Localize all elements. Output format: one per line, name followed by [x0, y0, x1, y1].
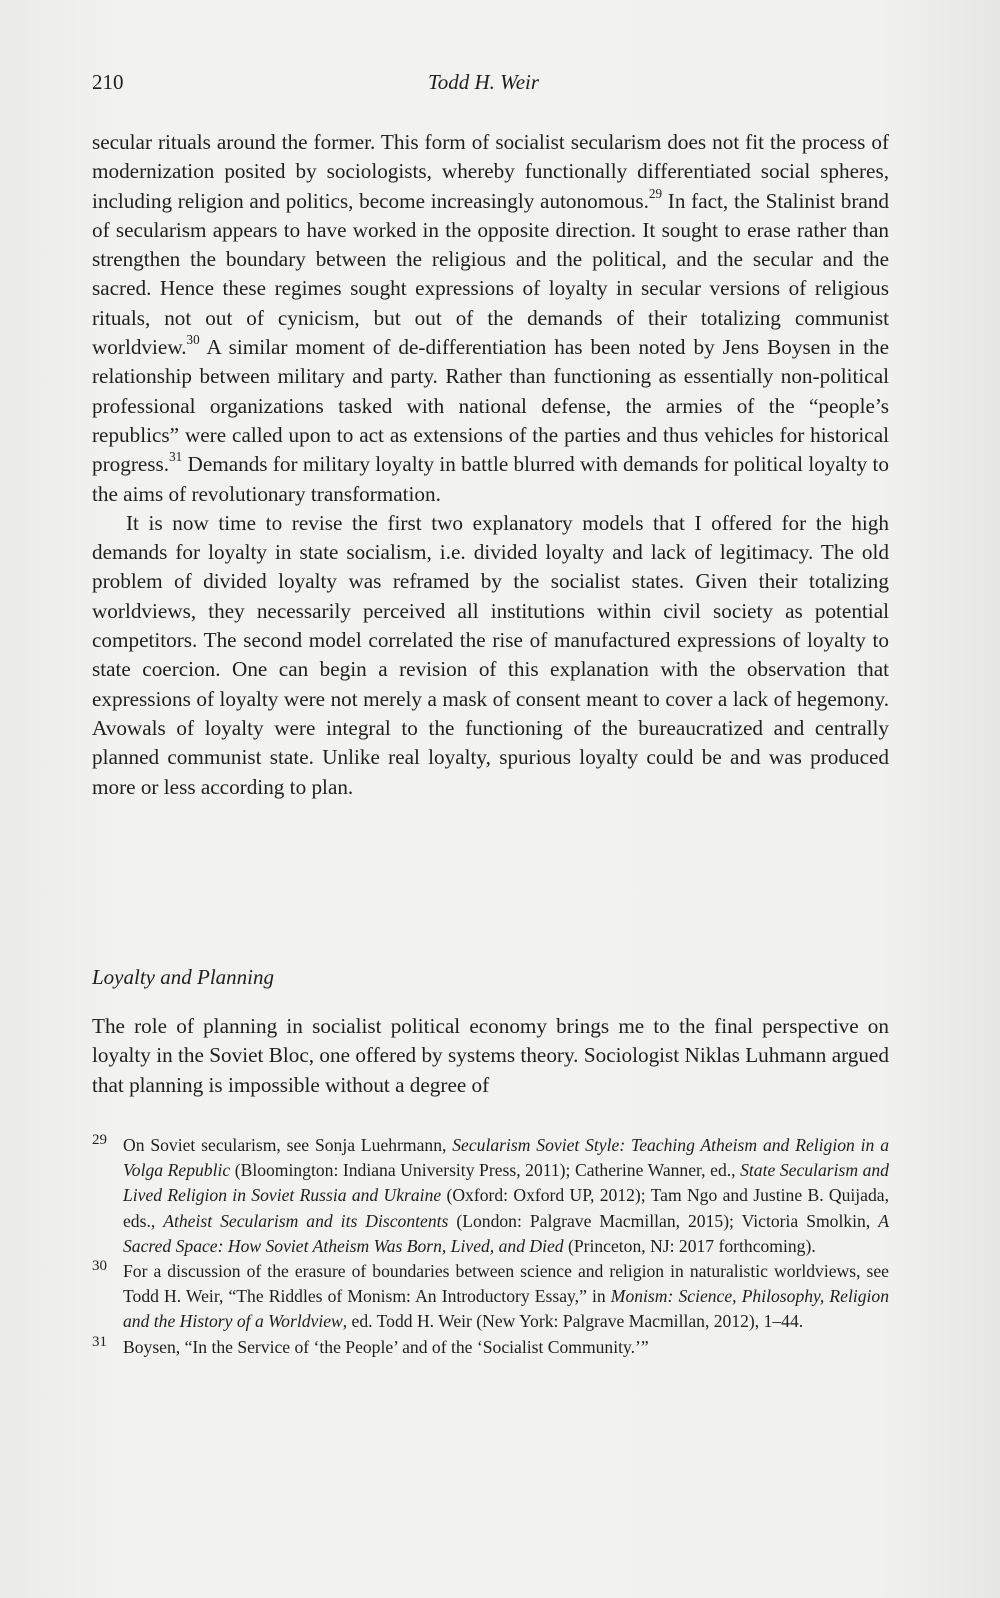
footnote-text: For a discussion of the erasure of boundaries between science and religion in naturalistic worldviews, see Todd H. Weir, “The Riddles of Monism: An Introductory Essay,” in Monism: Science, Philosophy, Religion and the History of a Worldview, ed. Todd H. Weir (New York: Palgrave Macmillan, 2012), 1–44. [123, 1261, 890, 1332]
running-head: Todd H. Weir [428, 70, 540, 94]
footnote-text: Boysen, “In the Service of ‘the People’ and of the ‘Socialist Community.’” [123, 1336, 649, 1357]
footnote [92, 1259, 889, 1335]
text-run: In fact, the Stalinist brand of secularism appears to have worked in the opposite direction. It sought to erase rather than strengthen the boundary between the religious and the political, and the secular and the sacred. Hence these regimes sought expressions of loyalty in secular versions of religious rituals, not out of cynicism, but out of the demands of their totalizing communist worldview. [92, 188, 889, 360]
page-number: 210 [92, 70, 124, 94]
paragraph: The role of planning in socialist political economy brings me to the final perspective on loyalty in the Soviet Bloc, one offered by systems theory. Sociologist Niklas Luhmann argued that planning is impossible without a degree of [92, 1014, 889, 1097]
footnotes [92, 1133, 889, 1360]
paragraph: It is now time to revise the first two explanatory models that I offered for the high demands for loyalty in state socialism, i.e. divided loyalty and lack of legitimacy. The old problem of divided loyalty was reframed by the socialist states. Given their totalizing worldviews, they necessarily perceived all institutions within civil society as potential competitors. The second model correlated the rise of manufactured expressions of loyalty to state coercion. One can begin a revision of this explanation with the observation that expressions of loyalty were not merely a mask of consent meant to cover a lack of hegemony. Avowals of loyalty were integral to the functioning of the bureaucratized and centrally planned communist state. Unlike real loyalty, spurious loyalty could be and was produced more or less according to plan. [92, 510, 889, 799]
footnote-ref[interactable]: 31 [169, 449, 183, 465]
footnote-ref[interactable]: 30 [186, 332, 200, 348]
text-run: A similar moment of de-differentiation has been noted by Jens Boysen in the relationship between military and party. Rather than functioning as essentially non-political professional organizations tasked with national defense, the armies of the “people’s republics” were called upon to act as extensions of the parties and thus vehicles for historical progress. [92, 335, 889, 477]
footnote-number: 30 [92, 1258, 107, 1275]
main-text-continued [92, 1012, 889, 1100]
paragraph [92, 128, 889, 509]
footnote-number: 31 [92, 1333, 107, 1350]
footnote [92, 1335, 889, 1360]
main-text [92, 128, 889, 802]
footnote [92, 1133, 889, 1259]
footnote-text: On Soviet secularism, see Sonja Luehrmann, Secularism Soviet Style: Teaching Atheism and Religion in a Volga Republic (Bloomington: Indiana University Press, 2011); Catherine Wanner, ed., State Secularism and Lived Religion in Soviet Russia and Ukraine (Oxford: Oxford UP, 2012); Tam Ngo and Justine B. Quijada, eds., Atheist Secularism and its Discontents (London: Palgrave Macmillan, 2015); Victoria Smolkin, A Sacred Space: How Soviet Atheism Was Born, Lived, and Died (Princeton, NJ: 2017 forthcoming). [123, 1135, 889, 1256]
footnote-number: 29 [92, 1132, 107, 1148]
footnote-ref[interactable]: 29 [648, 185, 663, 201]
section-heading: Loyalty and Planning [92, 965, 274, 989]
text-run: Demands for military loyalty in battle blurred with demands for political loyalty to the aims of revolutionary transformation. [92, 452, 889, 506]
page-header [92, 70, 892, 100]
text-run: secular rituals around the former. This form of socialist secularism does not fit the process of modernization posited by sociologists, whereby functionally differentiated social spheres, including religion and politics, become increasingly autonomous. [92, 130, 889, 213]
